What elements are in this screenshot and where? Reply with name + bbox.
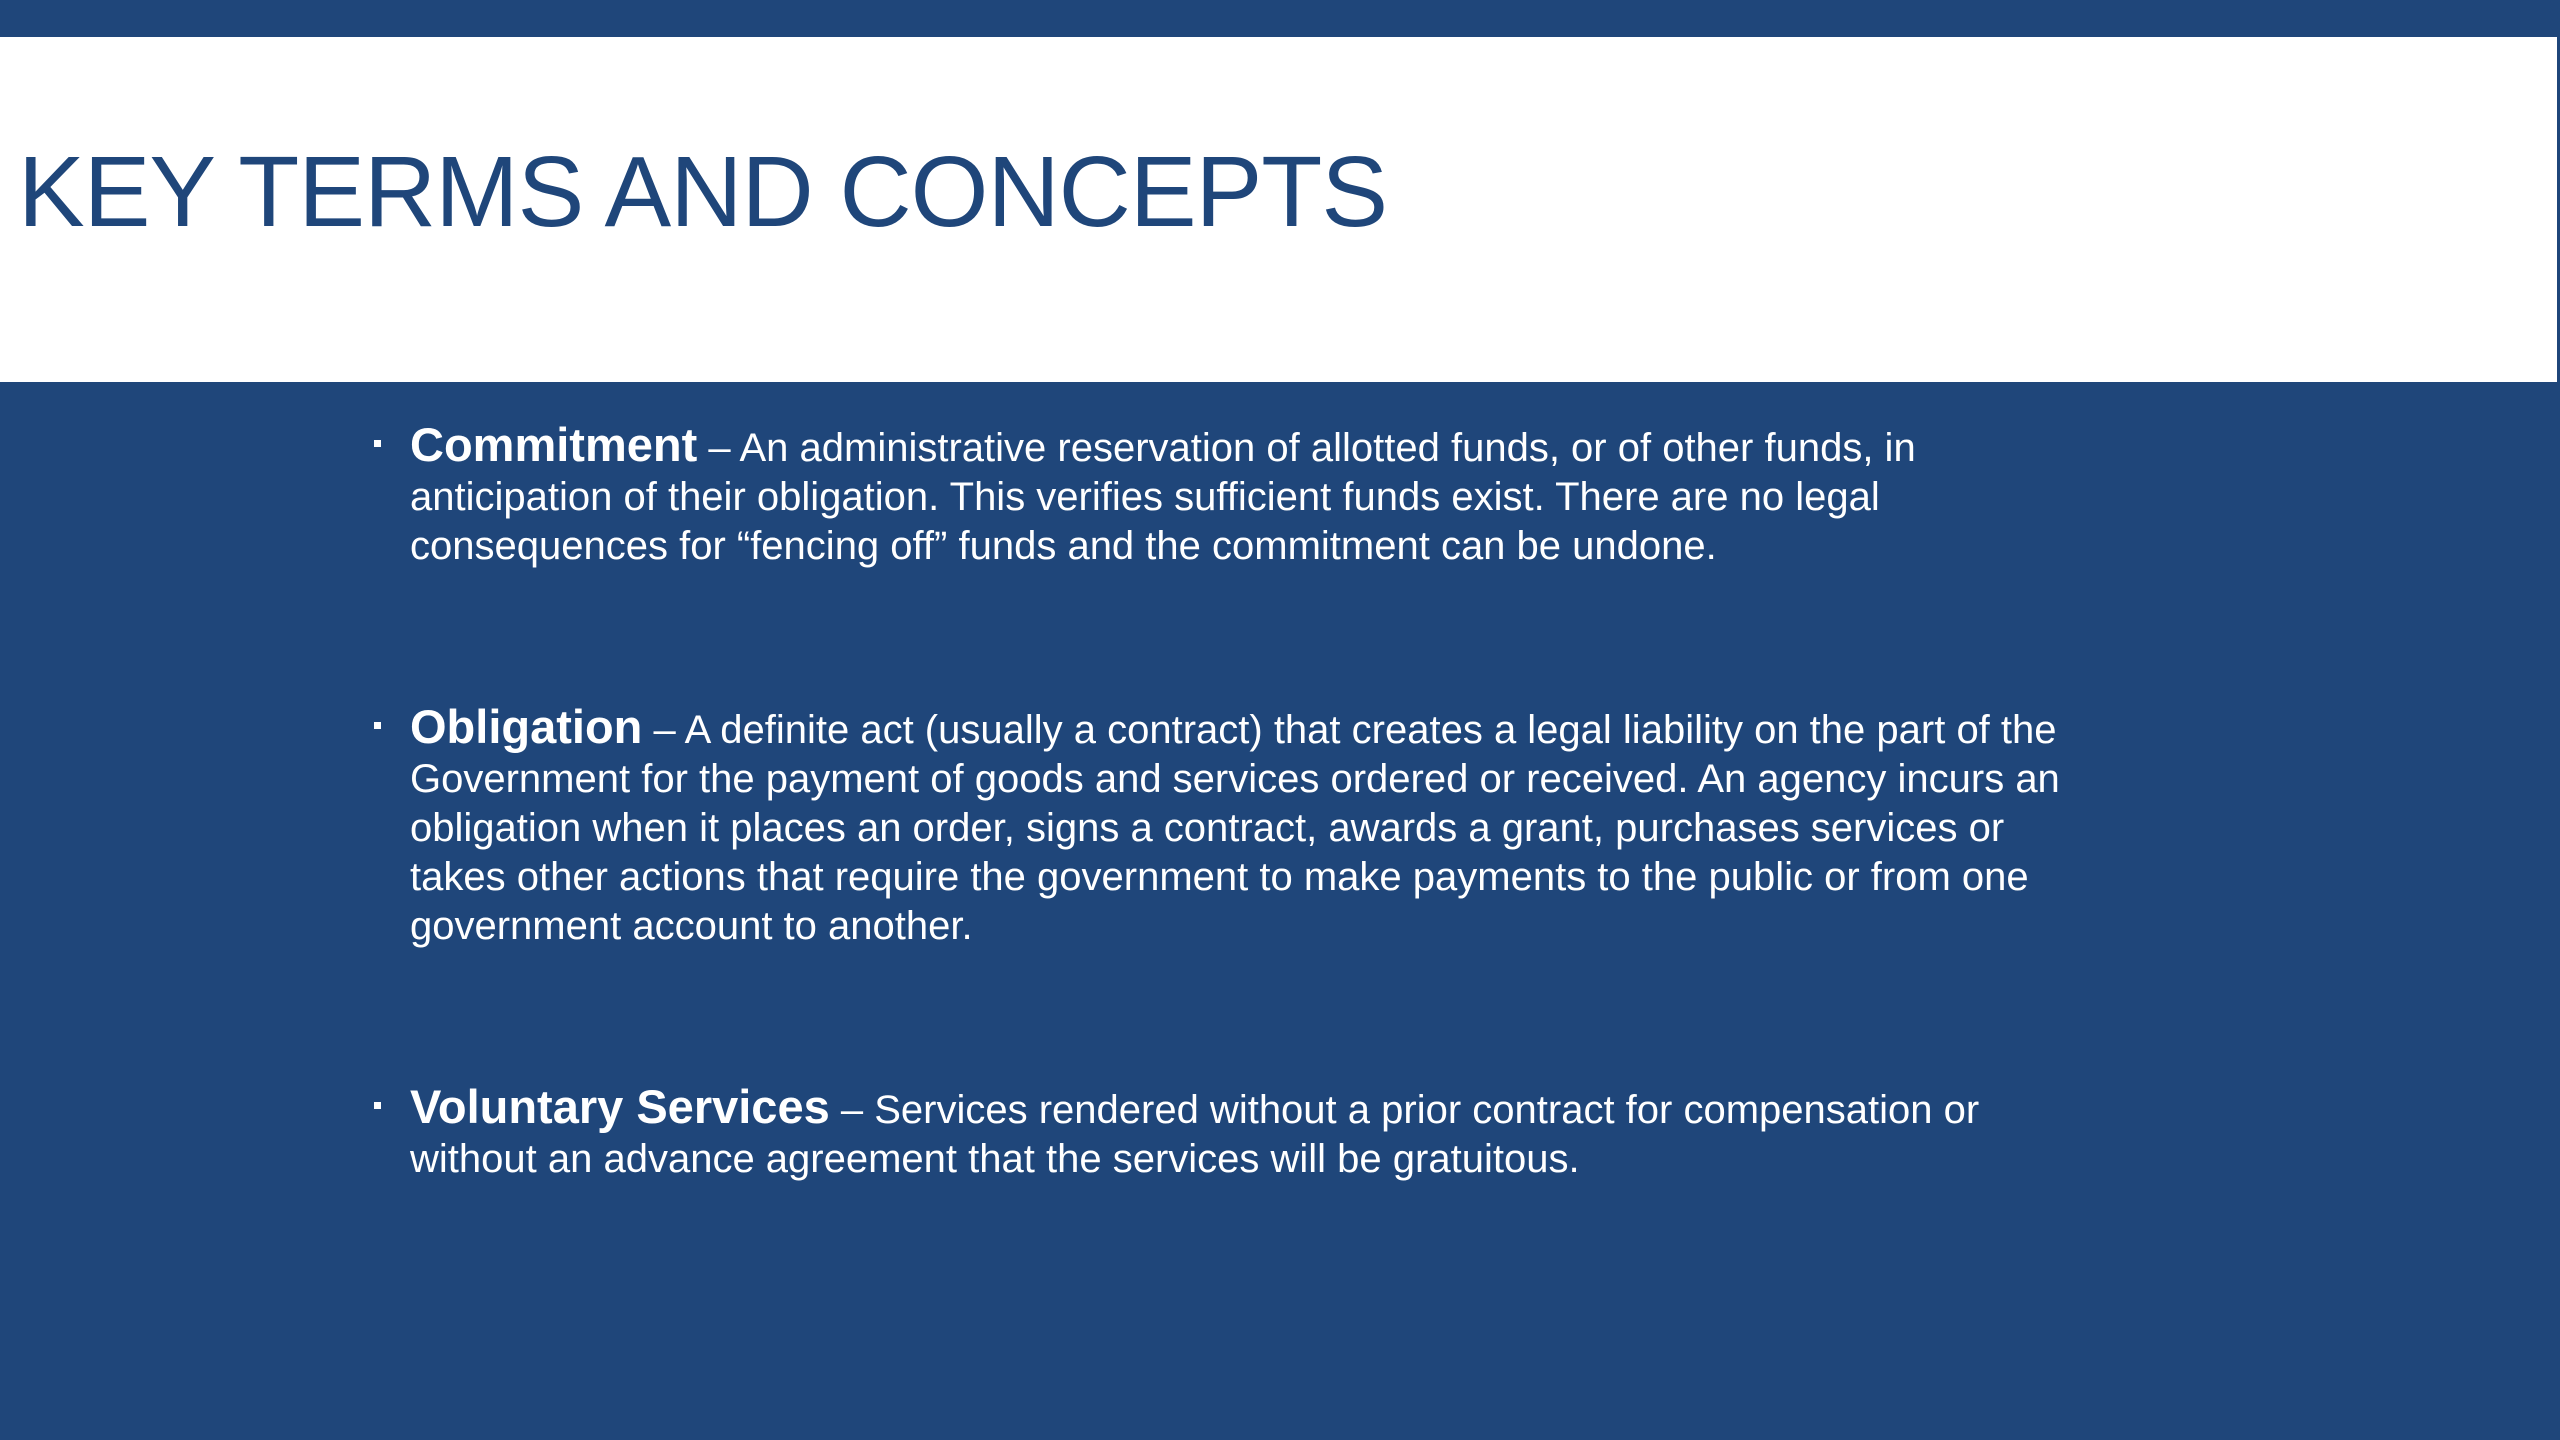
- term-separator: –: [697, 426, 740, 470]
- definition-commitment: An administrative reservation of allotted funds, or of other funds, in anticipation of their obligation. This verifies sufficient funds exist. There are no legal consequences for “fencing off” funds and the commitment can be undone.: [410, 426, 1916, 568]
- bullet-item-voluntary-services: [370, 1082, 2080, 1184]
- term-obligation: Obligation: [410, 700, 643, 753]
- bullet-item-commitment: [370, 420, 2080, 571]
- top-band: [0, 0, 2560, 37]
- term-separator: –: [642, 708, 685, 752]
- bullet-list: [370, 420, 2080, 1184]
- term-voluntary-services: Voluntary Services: [410, 1080, 830, 1133]
- definition-voluntary-services: Services rendered without a prior contract for compensation or without an advance agreement that the services will be gratuitous.: [410, 1088, 1980, 1181]
- bullet-item-obligation: [370, 702, 2080, 951]
- term-commitment: Commitment: [410, 418, 698, 471]
- definition-obligation: A definite act (usually a contract) that creates a legal liability on the part of the Government for the payment of goods and services ordered or received. An agency incurs an obligation when it places an order, signs a contract, awards a grant, purchases services or takes other actions that require the government to make payments to the public or from one government account to another.: [410, 708, 2060, 948]
- bullet-icon: [374, 1102, 381, 1109]
- title-area: [0, 37, 2557, 382]
- bullet-icon: [374, 440, 381, 447]
- slide-title: KEY TERMS AND CONCEPTS: [18, 136, 1388, 248]
- bullet-icon: [374, 722, 381, 729]
- term-separator: –: [829, 1088, 875, 1132]
